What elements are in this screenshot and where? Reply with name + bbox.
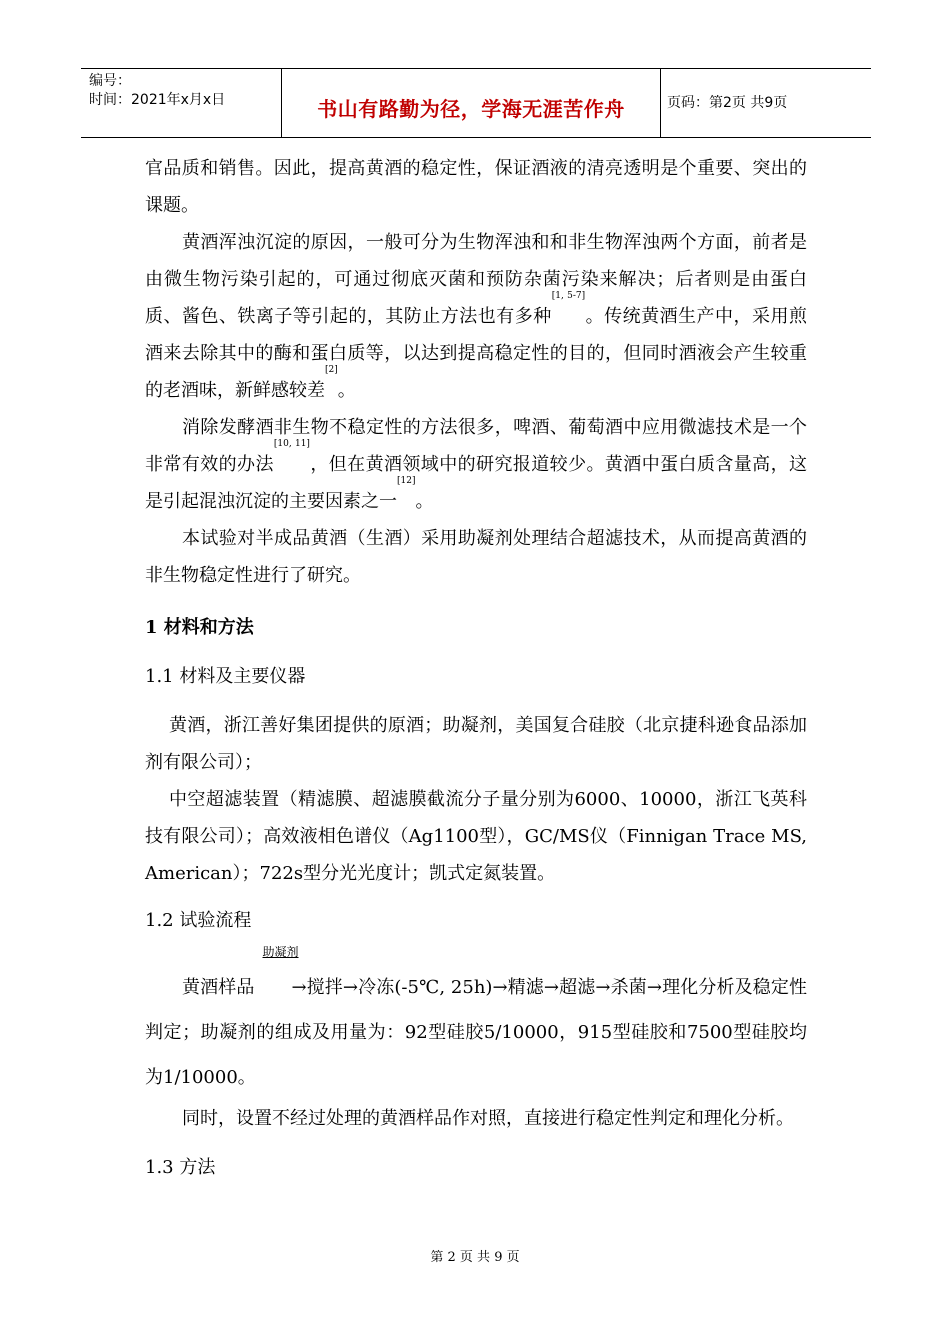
- paragraph: [145, 409, 807, 520]
- paragraph-text: 。: [415, 491, 434, 512]
- paragraph: 同时，设置不经过处理的黄酒样品作对照，直接进行稳定性判定和理化分析。: [182, 1108, 794, 1129]
- citation: [2]: [325, 365, 338, 375]
- paragraph: 黄酒，浙江善好集团提供的原酒；助凝剂，美国复合硅胶（北京捷科逊食品添加剂有限公司）；: [145, 715, 807, 773]
- flow-arrow-label: 助凝剂: [262, 945, 299, 959]
- subsection-heading: 1.1 材料及主要仪器: [145, 666, 306, 687]
- header-motto: 书山有路勤为径，学海无涯苦作舟: [317, 97, 625, 121]
- paragraph: 中空超滤装置（精滤膜、超滤膜截流分子量分别为6000、10000，浙江飞英科技有限公司）；高效液相色谱仪（Ag1100型），GC/MS仪（Finnigan Trace MS, American）；722s型分光光度计；凯式定氮装置。: [145, 789, 807, 884]
- document-time-label: 时间：2021年x月x日: [89, 92, 226, 108]
- flow-steps: 搅拌→冷冻(-5℃, 25h)→精滤→超滤→杀菌→理化分析及稳定性判定；助凝剂的组成及用量为：92型硅胶5/10000，915型硅胶和7500型硅胶均为1/10000。: [145, 977, 807, 1088]
- paragraph-text: 消除发酵酒非生物不稳定性的方法很多，啤酒、葡萄酒中应用微滤技术是一个非常有效的办法: [145, 417, 807, 475]
- section-heading: 1 材料和方法: [145, 617, 254, 638]
- subsection-heading: 1.2 试验流程: [145, 910, 252, 931]
- citation: [12]: [397, 476, 416, 486]
- citation: [1, 5-7]: [551, 291, 586, 301]
- paragraph-text: ，但在黄酒领域中的研究报道较少。黄酒中蛋白质含量高，这是引起混浊沉淀的主要因素之一: [145, 454, 807, 512]
- header-motto-cell: [281, 69, 661, 137]
- paragraph-text: 。传统黄酒生产中，采用煎酒来去除其中的酶和蛋白质等，以达到提高稳定性的目的，但同时酒液会产生较重的老酒味，新鲜感较差: [145, 306, 807, 401]
- page-footer: 第 2 页 共 9 页: [430, 1250, 520, 1265]
- arrow-icon: →: [291, 977, 307, 998]
- citation: [10, 11]: [273, 439, 310, 449]
- paragraph: 本试验对半成品黄酒（生酒）采用助凝剂处理结合超滤技术，从而提高黄酒的非生物稳定性进行了研究。: [145, 528, 807, 586]
- flow-arrow: [255, 945, 307, 1010]
- paragraph: 官品质和销售。因此，提高黄酒的稳定性，保证酒液的清亮透明是个重要、突出的课题。: [145, 158, 807, 216]
- paragraph-text: 。: [337, 380, 356, 401]
- process-flow: [145, 945, 807, 1100]
- document-number-label: 编号：: [89, 73, 131, 89]
- flow-start: 黄酒样品: [182, 977, 255, 998]
- header-left-cell: [81, 69, 281, 137]
- header-page-label: 页码：第2页 共9页: [667, 95, 788, 111]
- document-body: [145, 150, 807, 1186]
- header-right-cell: [661, 69, 871, 137]
- subsection-heading: 1.3 方法: [145, 1157, 216, 1178]
- paragraph: [145, 224, 807, 409]
- header-table: [81, 68, 871, 138]
- paragraph-text: 黄酒浑浊沉淀的原因，一般可分为生物浑浊和和非生物浑浊两个方面，前者是由微生物污染引起的，可通过彻底灭菌和预防杂菌污染来解决；后者则是由蛋白质、酱色、铁离子等引起的，其防止方法也有多种: [145, 232, 807, 327]
